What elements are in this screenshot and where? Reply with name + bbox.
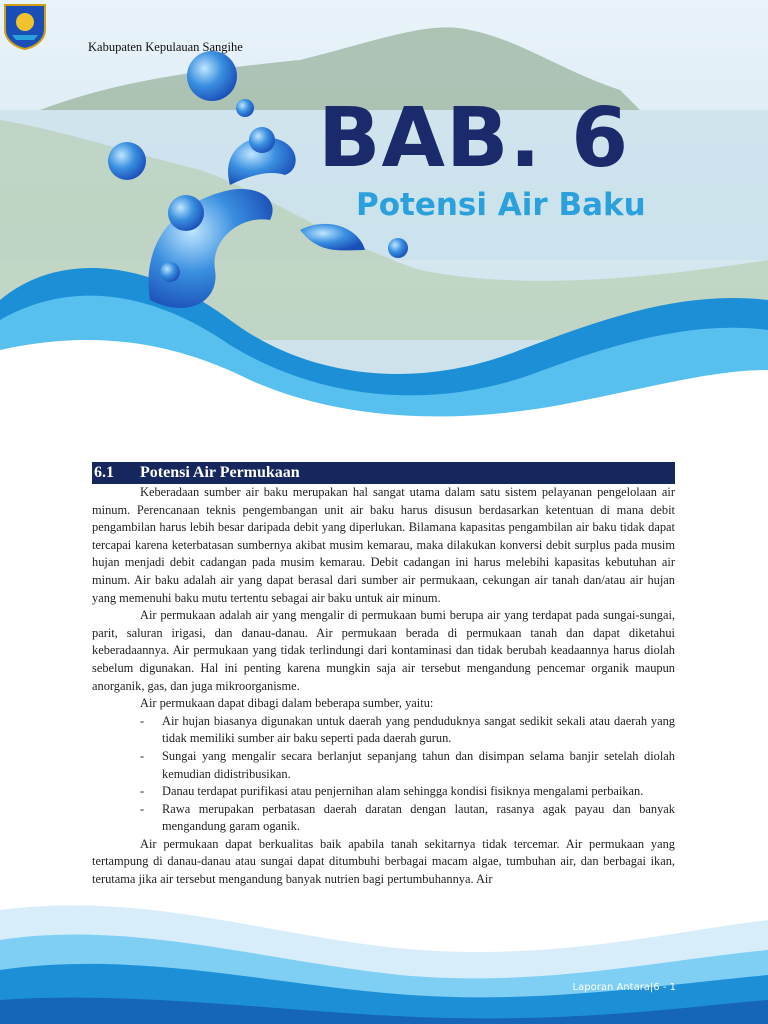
list-item-text: Danau terdapat purifikasi atau penjernihan alam sehingga kondisi fisiknya mengalami perbaikan. bbox=[162, 784, 644, 799]
document-body bbox=[92, 462, 675, 889]
list-marker: - bbox=[140, 801, 145, 816]
list-item bbox=[92, 713, 675, 748]
list-item bbox=[92, 801, 675, 836]
footer-wave-decoration bbox=[0, 900, 768, 1024]
paragraph: Air permukaan adalah air yang mengalir di permukaan bumi berupa air yang terdapat pada sungai-sungai, parit, saluran irigasi, dan danau-danau. Air permukaan berada di permukaan tanah dan dapat diketahui keberadaannya. Air permukaan yang tidak terlindungi dari kontaminasi dan tidak berubah keadaannya harus diolah sebelum digunakan. Hal ini penting karena mungkin saja air tersebut mengandung pencemar organik maupun anorganik, gas, dan juga mikroorganisme. bbox=[92, 608, 675, 693]
list-item-text: Air hujan biasanya digunakan untuk daerah yang penduduknya sangat sedikit sekali atau daerah yang tidak memiliki sumber air baku seperti pada daerah gurun. bbox=[162, 713, 675, 746]
paragraph: Keberadaan sumber air baku merupakan hal sangat utama dalam satu sistem pelayanan pengelolaan air minum. Perencanaan teknis pengembangan unit air baku harus disusun berdasarkan ketentuan di mana debit pengambilan harus lebih besar daripada debit yang diperlukan. Bilamana kapasitas pengambilan air baku tidak dapat tercapai karena keterbatasan sumbernya akibat musim kemarau, maka dilakukan konversi debit surplus pada musim hujan menjadi debit cadangan pada musim kemarau. Debit cadangan ini harus melebihi kapasitas kebutuhan air minum. Air baku adalah air yang dapat berasal dari sumber air permukaan, cekungan air tanah dan/atau air hujan yang memenuhi baku mutu tertentu sebagai air baku untuk air minum. bbox=[92, 485, 675, 605]
section-text bbox=[92, 484, 675, 889]
list-marker: - bbox=[140, 748, 145, 763]
chapter-title: BAB. 6 bbox=[318, 91, 630, 186]
section-number: 6.1 bbox=[94, 464, 114, 481]
list-item-text: Rawa merupakan perbatasan daerah daratan dengan lautan, rasanya agak payau dan banyak mengandung garam oganik. bbox=[162, 801, 675, 834]
institution-name: Kabupaten Kepulauan Sangihe bbox=[88, 40, 243, 54]
list-item bbox=[92, 748, 675, 783]
list-item bbox=[92, 783, 675, 801]
paragraph: Air permukaan dapat berkualitas baik apabila tanah sekitarnya tidak tercemar. Air permukaan yang tertampung di danau-danau atau sungai dapat ditumbuhi berbagai macam algae, tumbuhan air, dan berbagai ikan, terutama jika air tersebut mengandung banyak nutrien bagi pertumbuhannya. Air bbox=[92, 836, 675, 887]
section-heading bbox=[92, 462, 675, 484]
chapter-subtitle: Potensi Air Baku bbox=[356, 187, 646, 223]
regency-crest-icon bbox=[0, 0, 50, 50]
list-marker: - bbox=[140, 713, 145, 728]
page-footer: Laporan Antara|6 - 1 bbox=[572, 982, 676, 993]
source-list bbox=[92, 713, 675, 836]
hero-banner bbox=[0, 0, 768, 430]
paragraph: Air permukaan dapat dibagi dalam beberapa sumber, yaitu: bbox=[140, 696, 434, 711]
section-title: Potensi Air Permukaan bbox=[140, 464, 300, 481]
list-marker: - bbox=[140, 784, 145, 799]
list-item-text: Sungai yang mengalir secara berlanjut sepanjang tahun dan disimpan selama banjir setelah diolah kemudian didistribusikan. bbox=[162, 748, 675, 781]
